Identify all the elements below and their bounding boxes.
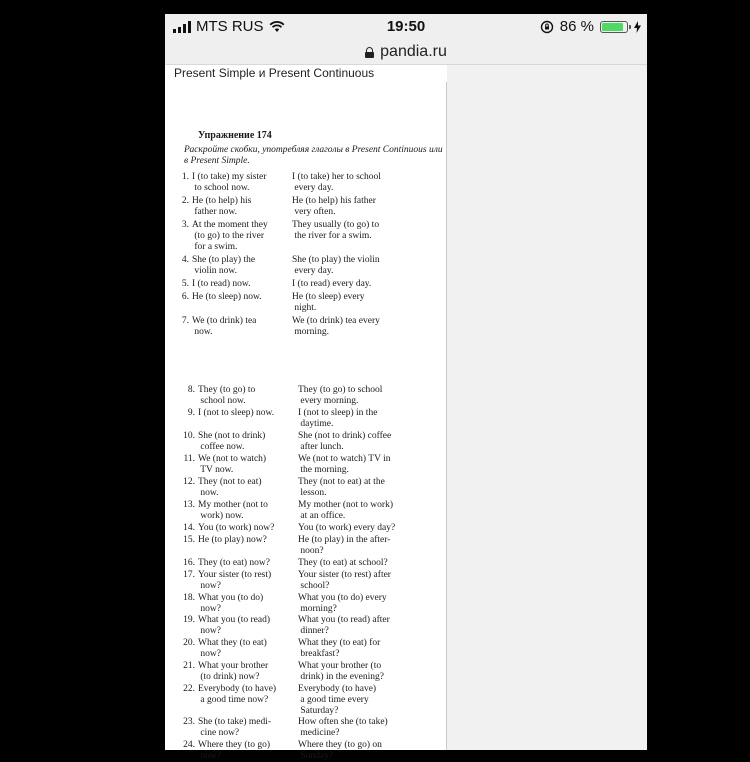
item-number: 10. bbox=[183, 431, 195, 441]
exercise-title: Упражнение 174 bbox=[198, 130, 272, 141]
item-number: 19. bbox=[183, 615, 195, 625]
item-present-simple: He (to sleep) every night. bbox=[292, 292, 365, 313]
battery-level-fill bbox=[602, 23, 623, 31]
page-background bbox=[447, 65, 647, 750]
item-number: 9. bbox=[187, 408, 195, 418]
item-present-continuous: She (to take) medi- cine now? bbox=[198, 717, 272, 738]
item-present-continuous: He (to sleep) now. bbox=[192, 292, 262, 302]
item-present-simple: They (to eat) at school? bbox=[298, 558, 388, 568]
item-number: 16. bbox=[183, 558, 195, 568]
item-present-continuous: She (not to drink) coffee now. bbox=[198, 431, 266, 452]
item-present-simple: We (to drink) tea every morning. bbox=[292, 316, 380, 337]
item-present-simple: They usually (to go) to the river for a swim. bbox=[292, 220, 380, 241]
item-present-simple: What you (to do) every morning? bbox=[298, 593, 387, 614]
exercise-scan bbox=[165, 82, 447, 761]
item-present-continuous: What your brother (to drink) now? bbox=[198, 661, 269, 682]
item-present-continuous: Everybody (to have) a good time now? bbox=[198, 684, 277, 705]
item-number: 23. bbox=[183, 717, 195, 727]
item-present-continuous: My mother (not to work) now. bbox=[198, 500, 268, 521]
item-number: 12. bbox=[183, 477, 195, 487]
item-present-simple: We (not to watch) TV in the morning. bbox=[298, 454, 391, 475]
item-present-continuous: Your sister (to rest) now? bbox=[198, 570, 272, 591]
item-present-simple: She (not to drink) coffee after lunch. bbox=[298, 431, 392, 452]
item-number: 17. bbox=[183, 570, 195, 580]
item-present-simple: My mother (not to work) at an office. bbox=[298, 500, 393, 521]
item-present-continuous: They (to go) to school now. bbox=[198, 385, 256, 406]
item-number: 6. bbox=[181, 292, 189, 302]
item-present-continuous: What they (to eat) now? bbox=[198, 638, 267, 659]
address-bar[interactable] bbox=[165, 40, 647, 65]
item-number: 8. bbox=[187, 385, 195, 395]
item-present-continuous: I (to read) now. bbox=[192, 279, 251, 289]
item-number: 14. bbox=[183, 523, 195, 533]
item-present-continuous: We (to drink) tea now. bbox=[192, 316, 257, 337]
item-present-continuous: She (to play) the violin now. bbox=[192, 255, 256, 276]
item-present-simple: She (to play) the violin every day. bbox=[292, 255, 380, 276]
item-present-continuous: He (to play) now? bbox=[198, 535, 267, 545]
item-present-simple: He (to play) in the after- noon? bbox=[298, 535, 391, 556]
item-present-simple: Where they (to go) on Sunday? bbox=[298, 740, 382, 761]
item-present-simple: What they (to eat) for breakfast? bbox=[298, 638, 381, 659]
item-number: 13. bbox=[183, 500, 195, 510]
item-present-simple: He (to help) his father very often. bbox=[292, 196, 376, 217]
item-number: 20. bbox=[183, 638, 195, 648]
item-present-continuous: They (not to eat) now. bbox=[198, 477, 262, 498]
item-number: 11. bbox=[183, 454, 195, 464]
status-bar bbox=[165, 14, 647, 40]
url-text[interactable]: pandia.ru bbox=[380, 43, 447, 60]
item-number: 18. bbox=[183, 593, 195, 603]
item-present-continuous: What you (to read) now? bbox=[198, 615, 271, 636]
item-present-simple: Your sister (to rest) after school? bbox=[298, 570, 391, 591]
item-present-simple: I (to take) her to school every day. bbox=[292, 172, 381, 193]
clock: 19:50 bbox=[386, 18, 426, 35]
item-present-simple: You (to work) every day? bbox=[298, 523, 396, 533]
item-number: 2. bbox=[181, 196, 189, 206]
item-number: 22. bbox=[183, 684, 195, 694]
item-present-continuous: I (to take) my sister to school now. bbox=[192, 172, 267, 193]
right-status-group bbox=[540, 18, 641, 35]
battery-icon bbox=[600, 21, 628, 33]
item-present-simple: They (to go) to school every morning. bbox=[298, 385, 383, 406]
item-number: 24. bbox=[183, 740, 195, 750]
item-present-simple: Everybody (to have) a good time every Saturday? bbox=[298, 684, 377, 716]
item-present-continuous: You (to work) now? bbox=[198, 523, 275, 533]
item-number: 21. bbox=[183, 661, 195, 671]
item-present-continuous: Where they (to go) now? bbox=[198, 740, 271, 761]
charging-bolt-icon bbox=[634, 21, 641, 33]
item-present-continuous: They (to eat) now? bbox=[198, 558, 271, 568]
item-present-simple: I (not to sleep) in the daytime. bbox=[298, 408, 378, 429]
item-number: 4. bbox=[181, 255, 189, 265]
item-number: 1. bbox=[181, 172, 189, 182]
item-number: 7. bbox=[181, 316, 189, 326]
battery-percent: 86 % bbox=[559, 18, 594, 35]
exercise-instruction: Раскройте скобки, употребляя глаголы в Present Continuous или в Present Simple. bbox=[184, 145, 443, 166]
item-present-continuous: What you (to do) now? bbox=[198, 593, 264, 614]
item-present-continuous: He (to help) his father now. bbox=[192, 196, 252, 217]
item-present-simple: What your brother (to drink) in the evening? bbox=[298, 661, 385, 682]
orientation-lock-icon bbox=[540, 20, 554, 34]
item-present-simple: What you (to read) after dinner? bbox=[298, 615, 390, 636]
item-number: 3. bbox=[181, 220, 189, 230]
item-number: 15. bbox=[183, 535, 195, 545]
phone-screen bbox=[165, 14, 647, 761]
web-page bbox=[165, 65, 647, 761]
item-present-continuous: At the moment they (to go) to the river for a swim. bbox=[192, 220, 268, 252]
item-present-simple: I (to read) every day. bbox=[292, 279, 372, 289]
item-present-simple: They (not to eat) at the lesson. bbox=[298, 477, 385, 498]
item-present-continuous: We (not to watch) TV now. bbox=[198, 454, 267, 475]
item-present-continuous: I (not to sleep) now. bbox=[198, 408, 275, 418]
item-number: 5. bbox=[181, 279, 189, 289]
page-title: Present Simple и Present Continuous bbox=[174, 66, 375, 80]
carrier-name: MTS RUS bbox=[196, 18, 264, 35]
item-present-simple: How often she (to take) medicine? bbox=[298, 717, 388, 738]
lock-icon bbox=[365, 47, 374, 58]
